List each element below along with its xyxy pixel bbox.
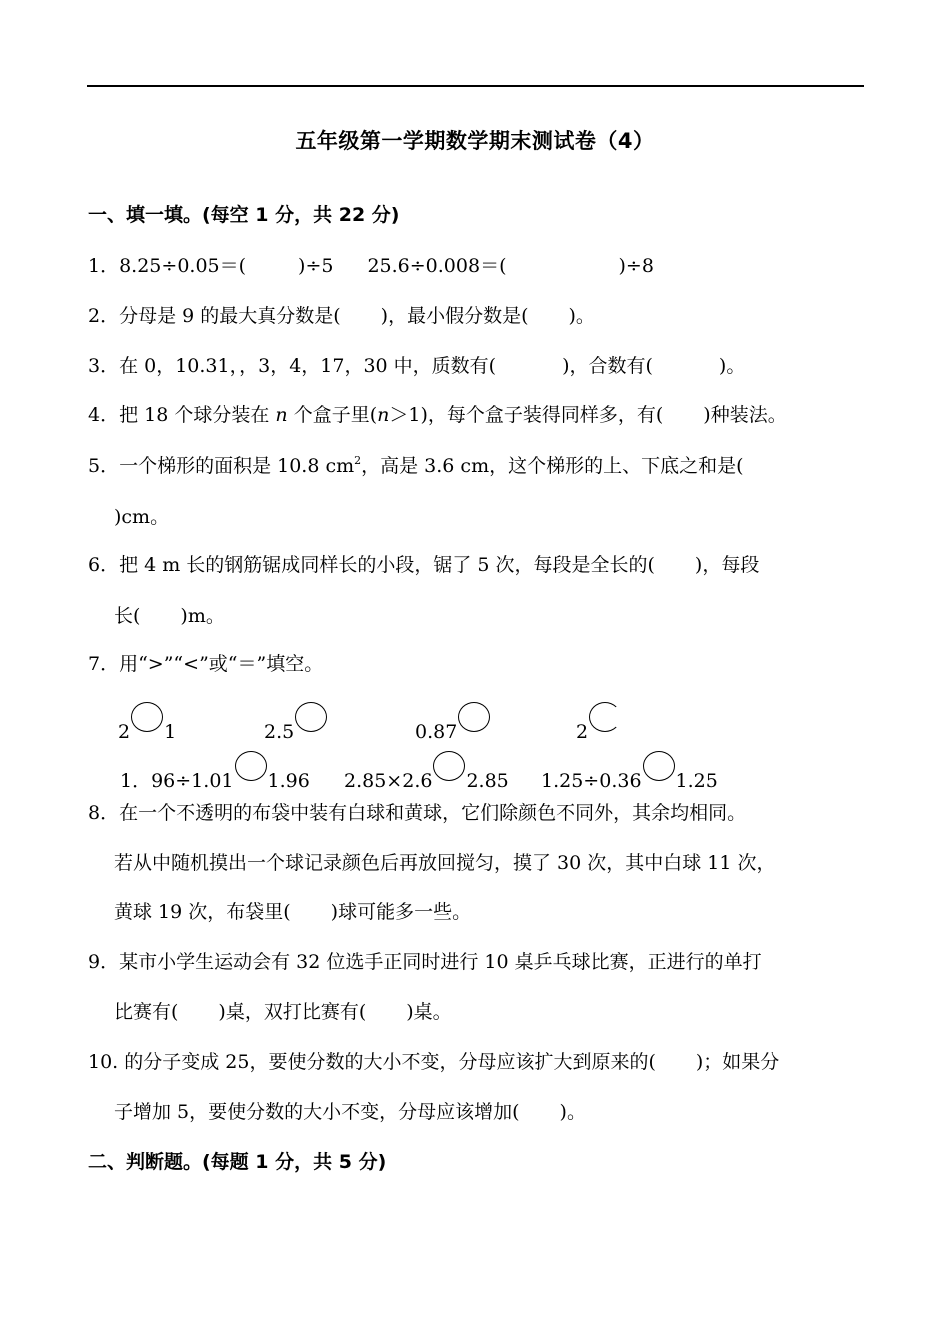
question-8-cont2: 黄球 19 次，布袋里( )球可能多一些。 bbox=[114, 901, 472, 923]
question-10-cont: 子增加 5，要使分数的大小不变，分母应该增加( )。 bbox=[114, 1101, 586, 1123]
q7-compare-5: 1．96÷1.01 1.96 bbox=[120, 751, 310, 793]
question-5-cont: )cm。 bbox=[114, 506, 170, 528]
question-3: 3．在 0，10.31，，3，4，17，30 中，质数有( )，合数有( )。 bbox=[88, 355, 746, 377]
q7-compare-4: 2 bbox=[576, 702, 622, 744]
header-rule bbox=[87, 85, 864, 87]
section-2-heading: 二、判断题。(每题 1 分，共 5 分) bbox=[88, 1151, 387, 1173]
q7-compare-1: 2 1 bbox=[118, 702, 176, 744]
compare-circle[interactable] bbox=[643, 751, 675, 781]
question-7-head: 7．用“>”“<”或“＝”填空。 bbox=[88, 653, 324, 675]
question-9-cont: 比赛有( )桌，双打比赛有( )桌。 bbox=[114, 1001, 452, 1023]
question-6: 6．把 4 m 长的钢筋锯成同样长的小段，锯了 5 次，每段是全长的( )，每段 bbox=[88, 554, 760, 576]
question-1: 1．8.25÷0.05＝( )÷5 25.6÷0.008＝( )÷8 bbox=[88, 255, 654, 277]
compare-circle[interactable] bbox=[433, 751, 465, 781]
section-1-heading: 一、填一填。(每空 1 分，共 22 分) bbox=[88, 204, 400, 226]
question-9: 9．某市小学生运动会有 32 位选手正同时进行 10 桌乒乓球比赛，正进行的单打 bbox=[88, 951, 762, 973]
q7-compare-3: 0.87 bbox=[415, 702, 491, 744]
compare-circle[interactable] bbox=[458, 702, 490, 732]
page-title: 五年级第一学期数学期末测试卷（4） bbox=[295, 129, 655, 153]
compare-circle[interactable] bbox=[295, 702, 327, 732]
question-8: 8．在一个不透明的布袋中装有白球和黄球，它们除颜色不同外，其余均相同。 bbox=[88, 802, 747, 824]
question-4: 4．把 18 个球分装在 n 个盒子里(n＞1)，每个盒子装得同样多，有( )种装法。 bbox=[88, 404, 787, 426]
question-2: 2．分母是 9 的最大真分数是( )，最小假分数是( )。 bbox=[88, 305, 595, 327]
question-5: 5．一个梯形的面积是 10.8 $cm^2$，高是 3.6 cm，这个梯形的上、下底之和是( bbox=[88, 454, 744, 477]
compare-circle[interactable] bbox=[131, 702, 163, 732]
compare-circle[interactable] bbox=[235, 751, 267, 781]
question-6-cont: 长( )m。 bbox=[114, 605, 225, 627]
q7-compare-6: 2.85×2.6 2.85 bbox=[344, 751, 509, 793]
q7-compare-7: 1.25÷0.36 1.25 bbox=[541, 751, 718, 793]
q7-compare-2: 2.5 bbox=[264, 702, 328, 744]
compare-circle[interactable] bbox=[589, 702, 621, 732]
question-10: 10. 的分子变成 25，要使分数的大小不变，分母应该扩大到原来的( )；如果分 bbox=[88, 1051, 780, 1073]
question-8-cont: 若从中随机摸出一个球记录颜色后再放回搅匀，摸了 30 次，其中白球 11 次， bbox=[114, 852, 776, 874]
